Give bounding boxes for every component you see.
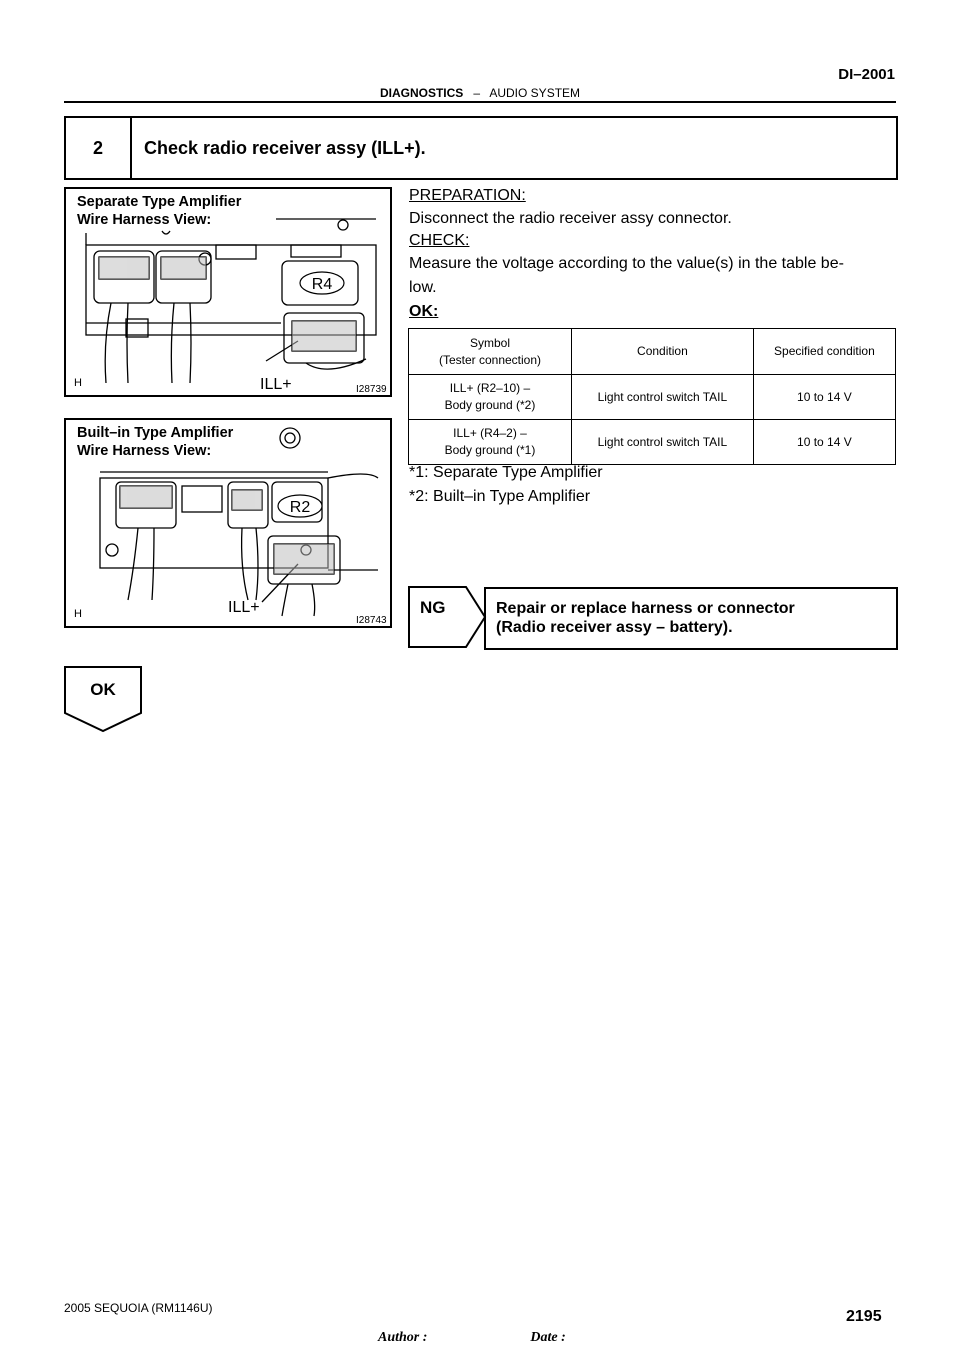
ng-action-text: Repair or replace harness or connector (Radio receiver assy – battery).	[496, 600, 795, 636]
terminal-label: ILL+	[228, 599, 260, 616]
section-name: DIAGNOSTICS	[379, 86, 464, 100]
figure-caption: Built–in Type Amplifier Wire Harness View:	[77, 425, 234, 459]
step-box	[64, 116, 898, 180]
cell-condition: Light control switch TAIL	[572, 375, 754, 420]
figure-caption: Separate Type Amplifier Wire Harness View:	[77, 194, 242, 228]
note-2: *2: Built–in Type Amplifier	[409, 488, 591, 505]
header-rule	[64, 101, 896, 103]
check-text-line1: Measure the voltage according to the value(s) in the table be-	[409, 255, 844, 272]
connector-label: R2	[289, 499, 311, 516]
table-row	[409, 375, 896, 420]
table-row	[409, 420, 896, 465]
cell-symbol: ILL+ (R4–2) – Body ground (*1)	[409, 420, 572, 465]
spec-table	[408, 328, 896, 465]
footer-author-date	[378, 1330, 566, 1346]
footer-date: Date :	[530, 1330, 566, 1345]
subsection-name: AUDIO SYSTEM	[489, 86, 581, 100]
header-symbol: Symbol (Tester connection)	[409, 329, 572, 375]
figure-separate-amplifier	[64, 187, 392, 397]
header-spec: Specified condition	[753, 329, 895, 375]
ng-action-box	[484, 587, 898, 650]
preparation-label: PREPARATION:	[409, 187, 526, 204]
footer-model: 2005 SEQUOIA (RM1146U)	[64, 1301, 213, 1315]
check-text-line2: low.	[409, 279, 437, 296]
footer-page-number: 2195	[846, 1308, 882, 1325]
step-number: 2	[66, 118, 132, 178]
cell-spec: 10 to 14 V	[753, 420, 895, 465]
cell-condition: Light control switch TAIL	[572, 420, 754, 465]
figure-id: I28739	[356, 384, 387, 395]
corner-mark: H	[74, 377, 82, 389]
page-section-title	[0, 86, 960, 100]
check-label: CHECK:	[409, 232, 470, 249]
ok-tag: OK	[90, 680, 116, 699]
connector-label: R4	[311, 276, 333, 293]
ng-label: NG	[420, 598, 446, 617]
figure-builtin-amplifier	[64, 418, 392, 628]
footer-author: Author :	[378, 1330, 428, 1345]
ok-label: OK:	[409, 303, 439, 320]
section-separator: –	[473, 86, 480, 100]
header-condition: Condition	[572, 329, 754, 375]
cell-spec: 10 to 14 V	[753, 375, 895, 420]
table-header-row	[409, 329, 896, 375]
note-1: *1: Separate Type Amplifier	[409, 464, 603, 481]
terminal-label: ILL+	[260, 376, 292, 393]
figure-id: I28743	[356, 615, 387, 626]
step-title: Check radio receiver assy (ILL+).	[144, 138, 426, 158]
page-code: DI–2001	[838, 66, 895, 83]
preparation-text: Disconnect the radio receiver assy connector.	[409, 210, 732, 227]
corner-mark: H	[74, 608, 82, 620]
cell-symbol: ILL+ (R2–10) – Body ground (*2)	[409, 375, 572, 420]
